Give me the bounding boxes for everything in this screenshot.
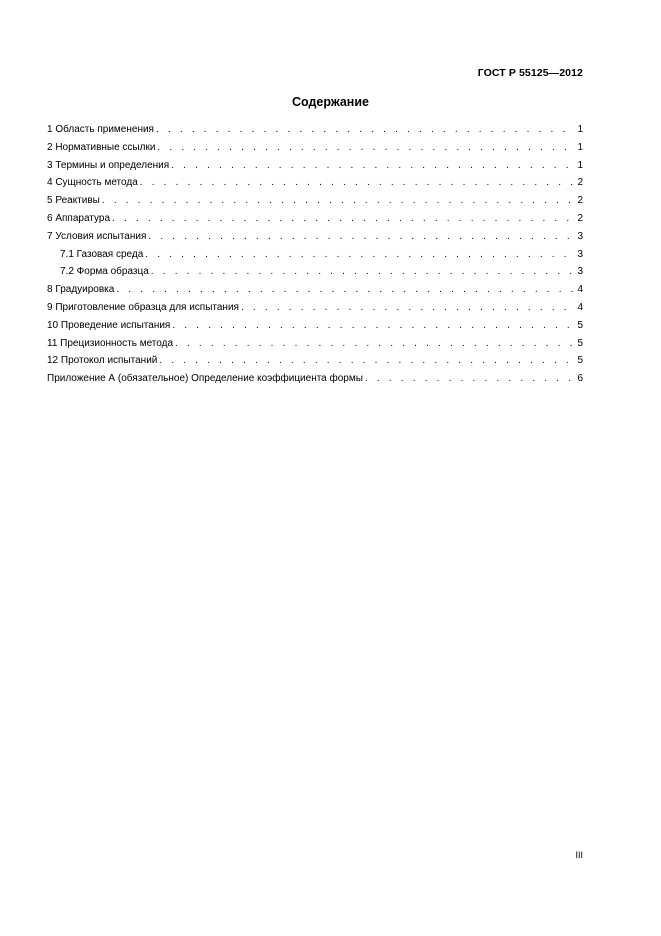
toc-entry[interactable] [47,352,583,370]
toc-subentry[interactable] [47,246,583,264]
toc-entry-page: 6 [577,373,583,385]
toc-entry[interactable] [47,299,583,317]
toc-leader-dots [148,228,575,246]
toc-entry[interactable] [47,174,583,192]
toc-leader-dots [241,299,575,317]
toc-entry[interactable] [47,139,583,157]
toc-entry-label: 7 Условия испытания [47,230,147,242]
toc-entry-page: 5 [577,355,583,367]
toc-entry[interactable] [47,121,583,139]
toc-entry-label: Приложение А (обязательное) Определение коэффициента формы [47,373,363,385]
toc-leader-dots [159,352,575,370]
toc-entry-label: 11 Прецизионность метода [47,337,174,349]
toc-entry-page: 3 [577,248,583,260]
toc-entry-label: 7.1 Газовая среда [60,248,144,260]
toc-leader-dots [102,192,575,210]
toc-entry[interactable] [47,228,583,246]
toc-entry-page: 4 [577,284,583,296]
toc-entry-label: 7.2 Форма образца [60,266,149,278]
table-of-contents [47,121,583,388]
toc-entry[interactable] [47,210,583,228]
toc-entry-page: 4 [577,301,583,313]
toc-entry-label: 10 Проведение испытания [47,319,171,331]
toc-leader-dots [140,174,575,192]
toc-entry-page: 2 [577,177,583,189]
toc-entry[interactable] [47,157,583,175]
toc-entry-page: 2 [577,212,583,224]
toc-leader-dots [172,317,575,335]
toc-entry-page: 1 [577,159,583,171]
toc-entry-label: 3 Термины и определения [47,159,170,171]
toc-entry-page: 3 [577,230,583,242]
toc-entry-label: 6 Аппаратура [47,212,111,224]
page-number: III [575,850,583,860]
toc-leader-dots [171,157,575,175]
toc-entry-label: 9 Приготовление образца для испытания [47,301,239,313]
toc-entry-page: 5 [577,337,583,349]
toc-entry[interactable] [47,192,583,210]
toc-entry[interactable] [47,335,583,353]
toc-leader-dots [156,121,575,139]
toc-leader-dots [151,263,575,281]
toc-entry-page: 2 [577,195,583,207]
toc-entry[interactable] [47,317,583,335]
toc-entry-label: 1 Область применения [47,124,154,135]
toc-leader-dots [157,139,575,157]
toc-entry-page: 1 [577,141,583,153]
toc-entry-page: 3 [577,266,583,278]
toc-entry-label: 8 Градуировка [47,284,115,296]
toc-leader-dots [112,210,575,228]
toc-entry-page: 5 [577,319,583,331]
toc-leader-dots [116,281,575,299]
toc-entry-label: 2 Нормативные ссылки [47,141,156,153]
toc-leader-dots [365,370,575,388]
toc-entry-label: 4 Сущность метода [47,177,138,189]
toc-entry-label: 12 Протокол испытаний [47,355,158,367]
toc-entry-label: 5 Реактивы [47,195,100,207]
toc-entry[interactable] [47,281,583,299]
toc-leader-dots [175,335,575,353]
toc-entry-appendix[interactable] [47,370,583,388]
toc-subentry[interactable] [47,263,583,281]
page-title: Содержание [291,95,369,109]
toc-leader-dots [145,246,575,264]
toc-entry-page: 1 [577,124,583,135]
document-code: ГОСТ Р 55125—2012 [477,67,583,79]
